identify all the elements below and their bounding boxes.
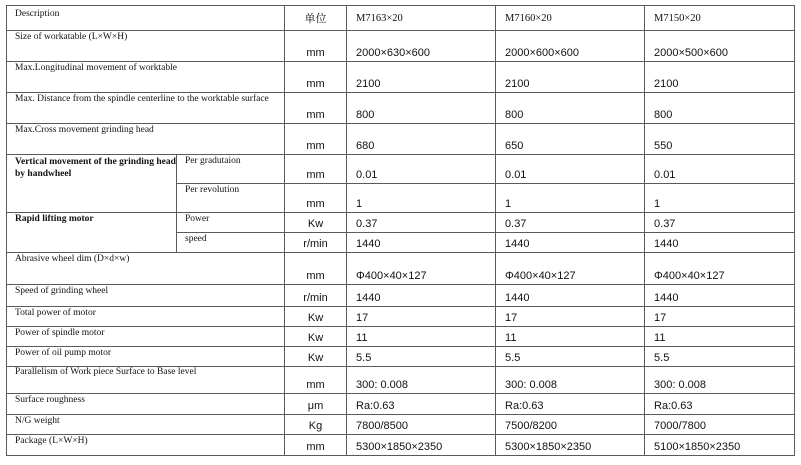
row-label: Power of spindle motor — [7, 327, 285, 347]
header-row — [7, 6, 795, 31]
row-unit: mm — [285, 62, 347, 93]
sub-label: Per revolution — [177, 184, 285, 213]
table-row — [7, 435, 795, 456]
row-value: 1440 — [645, 233, 795, 253]
table-row — [7, 253, 795, 285]
table-row — [7, 213, 795, 233]
row-value: Φ400×40×127 — [496, 253, 645, 285]
group-label: Rapid lifting motor — [7, 213, 177, 253]
table-row — [7, 62, 795, 93]
row-value: 0.01 — [645, 155, 795, 184]
row-unit: mm — [285, 31, 347, 62]
row-value: 7500/8200 — [496, 415, 645, 435]
row-value: Ra:0.63 — [347, 394, 496, 415]
row-value: 7800/8500 — [347, 415, 496, 435]
row-unit: mm — [285, 93, 347, 124]
header-description: Description — [7, 6, 285, 31]
row-value: 11 — [645, 327, 795, 347]
row-value: 11 — [496, 327, 645, 347]
row-value: Φ400×40×127 — [347, 253, 496, 285]
spec-table — [6, 5, 795, 456]
row-unit: mm — [285, 184, 347, 213]
row-label: Abrasive wheel dim (D×d×w) — [7, 253, 285, 285]
row-unit: mm — [285, 124, 347, 155]
row-value: 300: 0.008 — [347, 367, 496, 394]
row-label: Power of oil pump motor — [7, 347, 285, 367]
row-value: 11 — [347, 327, 496, 347]
table-row — [7, 93, 795, 124]
row-value: 7000/7800 — [645, 415, 795, 435]
row-value: 800 — [645, 93, 795, 124]
table-row — [7, 394, 795, 415]
row-unit: Kw — [285, 347, 347, 367]
row-value: 1440 — [347, 233, 496, 253]
table-row — [7, 307, 795, 327]
row-value: 5300×1850×2350 — [347, 435, 496, 456]
row-unit: mm — [285, 155, 347, 184]
row-value: 0.37 — [496, 213, 645, 233]
row-label: Max.Longitudinal movement of worktable — [7, 62, 285, 93]
row-value: Ra:0.63 — [645, 394, 795, 415]
header-model-m7160: M7160×20 — [496, 6, 645, 31]
row-value: 300: 0.008 — [496, 367, 645, 394]
row-value: 800 — [496, 93, 645, 124]
row-unit: mm — [285, 367, 347, 394]
sub-label: Power — [177, 213, 285, 233]
sub-label: speed — [177, 233, 285, 253]
row-value: 17 — [645, 307, 795, 327]
table-row — [7, 155, 795, 184]
row-unit: Kw — [285, 213, 347, 233]
row-value: 1 — [645, 184, 795, 213]
row-value: 1440 — [496, 285, 645, 307]
row-unit: mm — [285, 253, 347, 285]
row-label: Package (L×W×H) — [7, 435, 285, 456]
row-label: Parallelism of Work piece Surface to Base level — [7, 367, 285, 394]
row-unit: Kg — [285, 415, 347, 435]
row-value: 650 — [496, 124, 645, 155]
row-value: Ra:0.63 — [496, 394, 645, 415]
table-row — [7, 347, 795, 367]
group-label: Vertical movement of the grinding head by handwheel — [7, 155, 177, 213]
table-row — [7, 327, 795, 347]
table-row — [7, 367, 795, 394]
row-value: 5100×1850×2350 — [645, 435, 795, 456]
row-value: 5.5 — [645, 347, 795, 367]
row-label: Speed of grinding wheel — [7, 285, 285, 307]
row-value: 2000×630×600 — [347, 31, 496, 62]
table-row — [7, 124, 795, 155]
row-label: Size of workatable (L×W×H) — [7, 31, 285, 62]
row-value: 800 — [347, 93, 496, 124]
row-label: Max.Cross movement grinding head — [7, 124, 285, 155]
row-label: N/G weight — [7, 415, 285, 435]
sub-label: Per gradutaion — [177, 155, 285, 184]
header-model-m7163: M7163×20 — [347, 6, 496, 31]
table-row — [7, 31, 795, 62]
header-unit: 单位 — [285, 6, 347, 31]
row-value: 5.5 — [347, 347, 496, 367]
row-unit: r/min — [285, 285, 347, 307]
row-value: 1440 — [347, 285, 496, 307]
row-label: Total power of motor — [7, 307, 285, 327]
row-value: 1 — [347, 184, 496, 213]
row-value: 2000×500×600 — [645, 31, 795, 62]
row-value: 1 — [496, 184, 645, 213]
row-unit: Kw — [285, 307, 347, 327]
row-value: 0.37 — [645, 213, 795, 233]
row-value: 0.01 — [496, 155, 645, 184]
row-unit: r/min — [285, 233, 347, 253]
row-value: 0.37 — [347, 213, 496, 233]
row-unit: mm — [285, 435, 347, 456]
row-label: Surface roughness — [7, 394, 285, 415]
row-value: 2100 — [645, 62, 795, 93]
row-value: 17 — [496, 307, 645, 327]
row-value: 17 — [347, 307, 496, 327]
row-unit: μm — [285, 394, 347, 415]
row-unit: Kw — [285, 327, 347, 347]
row-value: 1440 — [645, 285, 795, 307]
header-model-m7150: M7150×20 — [645, 6, 795, 31]
row-value: 5.5 — [496, 347, 645, 367]
row-value: 2100 — [347, 62, 496, 93]
row-value: 680 — [347, 124, 496, 155]
row-value: 2000×600×600 — [496, 31, 645, 62]
row-value: 0.01 — [347, 155, 496, 184]
table-row — [7, 285, 795, 307]
row-value: 2100 — [496, 62, 645, 93]
row-value: 5300×1850×2350 — [496, 435, 645, 456]
row-value: 1440 — [496, 233, 645, 253]
row-value: Φ400×40×127 — [645, 253, 795, 285]
row-label: Max. Distance from the spindle centerline to the worktable surface — [7, 93, 285, 124]
row-value: 550 — [645, 124, 795, 155]
row-value: 300: 0.008 — [645, 367, 795, 394]
table-row — [7, 415, 795, 435]
